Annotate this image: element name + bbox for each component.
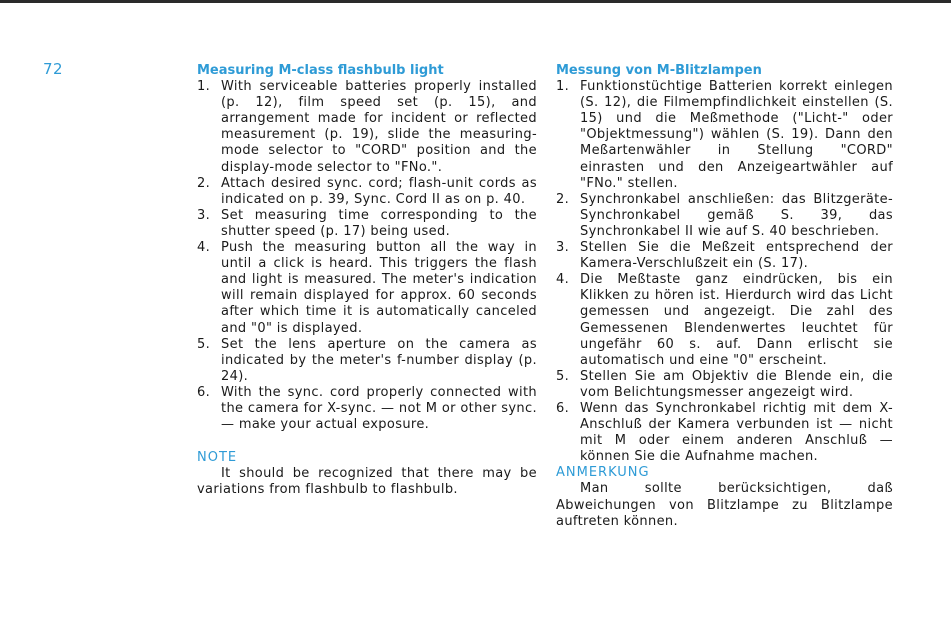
step-item bbox=[197, 79, 537, 176]
step-number: 6. bbox=[197, 384, 211, 400]
step-text: Funktionstüchtige Batterien korrekt einlegen (S. 12), die Filmempfindlichkeit einstellen (S. 15) und die Meßmethode ("Licht-" oder "Objektmessung") wählen (S. 19). Dann den Meßartenwähler in Stellung "CORD" einrasten und den Anzeigeartwähler auf "FNo." stellen. bbox=[580, 79, 893, 191]
step-item bbox=[556, 240, 893, 272]
german-column bbox=[556, 63, 893, 530]
step-item bbox=[197, 208, 537, 240]
step-text: Die Meßtaste ganz eindrücken, bis ein Klikken zu hören ist. Hierdurch wird das Licht gemessen und angezeigt. Die zahl des Gemessenen Blendenwertes leuchtet für ungefähr 60 s. auf. Dann erlischt sie automatisch und eine "0" erscheint. bbox=[580, 272, 893, 368]
step-item bbox=[556, 79, 893, 192]
step-text: Stellen Sie am Objektiv die Blende ein, die vom Belichtungsmesser angezeigt wird. bbox=[580, 368, 893, 400]
step-item bbox=[556, 272, 893, 369]
step-text: With the sync. cord properly connected with the camera for X-sync. — not M or other sync. — make your actual exposure. bbox=[221, 384, 537, 433]
english-note-text: It should be recognized that there may be variations from flashbulb to flashbulb. bbox=[197, 466, 537, 498]
step-text: Push the measuring button all the way in until a click is heard. This triggers the flash and light is measured. The meter's indication will remain displayed for approx. 60 seconds after which time it is automatically canceled and "0" is displayed. bbox=[221, 240, 537, 336]
step-item bbox=[197, 240, 537, 337]
step-number: 2. bbox=[197, 175, 211, 191]
step-number: 1. bbox=[556, 79, 570, 95]
german-heading: Messung von M-Blitzlampen bbox=[556, 63, 762, 78]
step-number: 4. bbox=[556, 272, 570, 288]
step-text: Stellen Sie die Meßzeit entsprechend der Kamera-Verschlußzeit ein (S. 17). bbox=[580, 240, 893, 272]
step-item bbox=[197, 385, 537, 433]
page-number: 72 bbox=[43, 60, 64, 78]
german-note-heading: ANMERKUNG bbox=[556, 465, 650, 481]
english-column bbox=[197, 63, 537, 498]
step-text: Synchronkabel anschließen: das Blitzgeräte-Synchronkabel gemäß S. 39, das Synchronkabel II wie auf S. 40 beschrieben. bbox=[580, 191, 893, 239]
step-number: 5. bbox=[556, 368, 570, 384]
step-item bbox=[197, 337, 537, 385]
german-steps bbox=[556, 79, 893, 465]
english-note-heading: NOTE bbox=[197, 450, 238, 466]
english-steps bbox=[197, 79, 537, 433]
step-number: 6. bbox=[556, 400, 570, 416]
step-number: 4. bbox=[197, 240, 211, 256]
step-number: 2. bbox=[556, 191, 570, 207]
step-number: 5. bbox=[197, 336, 211, 352]
step-text: Wenn das Synchronkabel richtig mit dem X-Anschluß der Kamera verbunden ist — nicht mit M oder einem anderen Anschluß — können Sie die Aufnahme machen. bbox=[580, 400, 893, 465]
step-item bbox=[556, 401, 893, 465]
step-text: With serviceable batteries properly installed (p. 12), film speed set (p. 15), and arrangement made for incident or reflected measurement (p. 19), slide the measuring-mode selector to "CORD" position and the display-mode selector to "FNo.". bbox=[221, 79, 537, 175]
top-rule bbox=[0, 0, 951, 3]
german-note-text: Man sollte berücksichtigen, daß Abweichungen von Blitzlampe zu Blitzlampe auftreten können. bbox=[556, 481, 893, 529]
step-text: Set the lens aperture on the camera as indicated by the meter's f-number display (p. 24). bbox=[221, 336, 537, 384]
step-item bbox=[197, 176, 537, 208]
step-item bbox=[556, 192, 893, 240]
step-text: Attach desired sync. cord; flash-unit cords as indicated on p. 39, Sync. Cord II as on p. 40. bbox=[221, 175, 537, 207]
step-number: 1. bbox=[197, 79, 211, 95]
step-number: 3. bbox=[197, 207, 211, 223]
step-number: 3. bbox=[556, 240, 570, 256]
step-item bbox=[556, 369, 893, 401]
english-heading: Measuring M-class flashbulb light bbox=[197, 63, 444, 78]
step-text: Set measuring time corresponding to the shutter speed (p. 17) being used. bbox=[221, 207, 537, 239]
